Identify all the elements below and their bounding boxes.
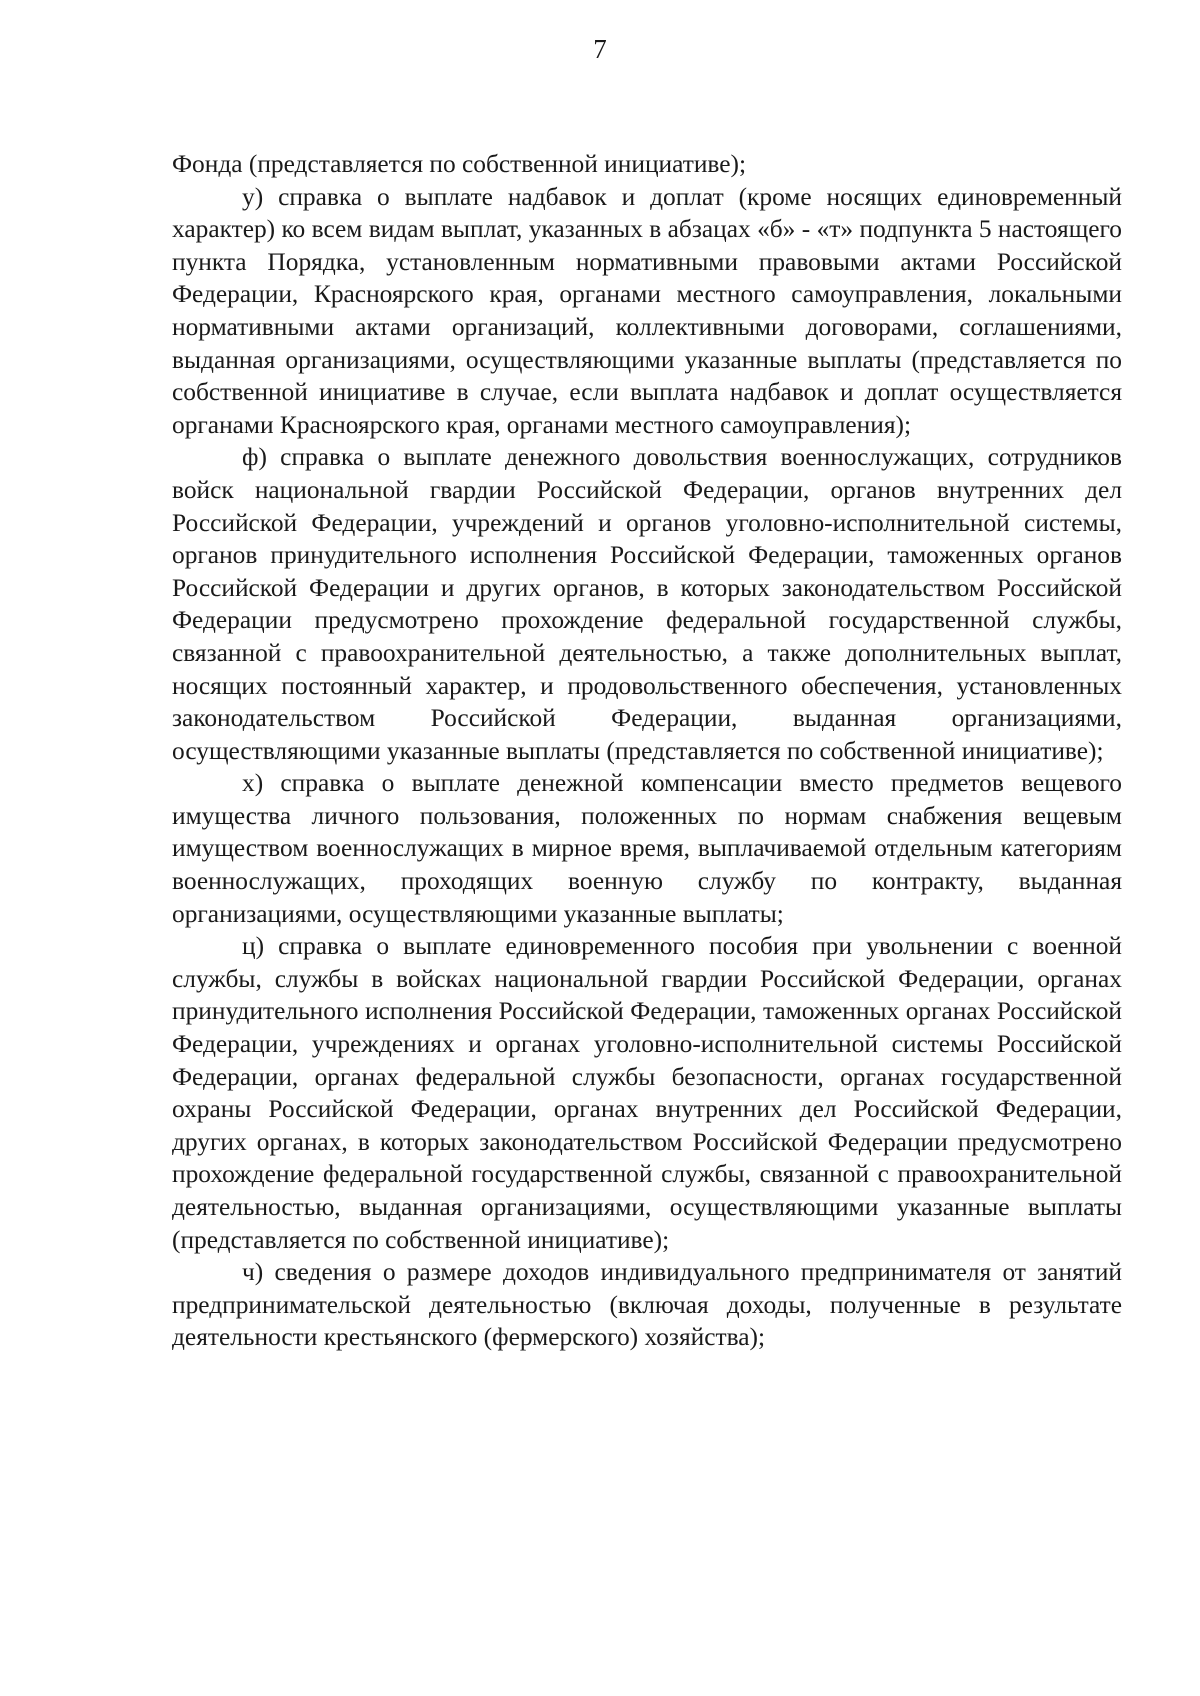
paragraph-item-ch: ч) сведения о размере доходов индивидуального предпринимателя от занятий предпринимательской деятельностью (включая доходы, полученные в результате деятельности крестьянского (фермерского) хозяйства); [172, 1258, 1122, 1352]
paragraph-item-u: у) справка о выплате надбавок и доплат (кроме носящих единовременный характер) ко всем видам выплат, указанных в абзацах «б» - «т» подпункта 5 настоящего пункта Порядка, установленным нормативными правовыми актами Российской Федерации, Красноярского края, органами местного самоуправления, локальными нормативными актами организаций, коллективными договорами, соглашениями, выданная организациями, осуществляющими указанные выплаты (представляется по собственной инициативе в случае, если выплата надбавок и доплат осуществляется органами Красноярского края, органами местного самоуправления); [172, 182, 1122, 439]
paragraph-item-ts: ц) справка о выплате единовременного пособия при увольнении с военной службы, службы в войсках национальной гвардии Российской Федерации, органах принудительного исполнения Российской Федерации, таможенных органах Российской Федерации, учреждениях и органах уголовно-исполнительной системы Российской Федерации, органах федеральной службы безопасности, органах государственной охраны Российской Федерации, органах внутренних дел Российской Федерации, других органах, в которых законодательством Российской Федерации предусмотрено прохождение федеральной государственной службы, связанной с правоохранительной деятельностью, выданная организациями, осуществляющими указанные выплаты (представляется по собственной инициативе); [172, 932, 1122, 1254]
paragraph-item-f: ф) справка о выплате денежного довольствия военнослужащих, сотрудников войск национальной гвардии Российской Федерации, органов внутренних дел Российской Федерации, учреждений и органов уголовно-исполнительной системы, органов принудительного исполнения Российской Федерации, таможенных органов Российской Федерации и других органов, в которых законодательством Российской Федерации предусмотрено прохождение федеральной государственной службы, связанной с правоохранительной деятельностью, а также дополнительных выплат, носящих постоянный характер, и продовольственного обеспечения, установленных законодательством Российской Федерации, выданная организациями, осуществляющими указанные выплаты (представляется по собственной инициативе); [172, 443, 1122, 765]
paragraph-continuation: Фонда (представляется по собственной инициативе); [172, 150, 747, 178]
document-body [172, 148, 1122, 1354]
paragraph-item-kh: х) справка о выплате денежной компенсации вместо предметов вещевого имущества личного пользования, положенных по нормам снабжения вещевым имуществом военнослужащих в мирное время, выплачиваемой отдельным категориям военнослужащих, проходящих военную службу по контракту, выданная организациями, осуществляющими указанные выплаты; [172, 769, 1122, 928]
page-number: 7 [593, 34, 607, 64]
